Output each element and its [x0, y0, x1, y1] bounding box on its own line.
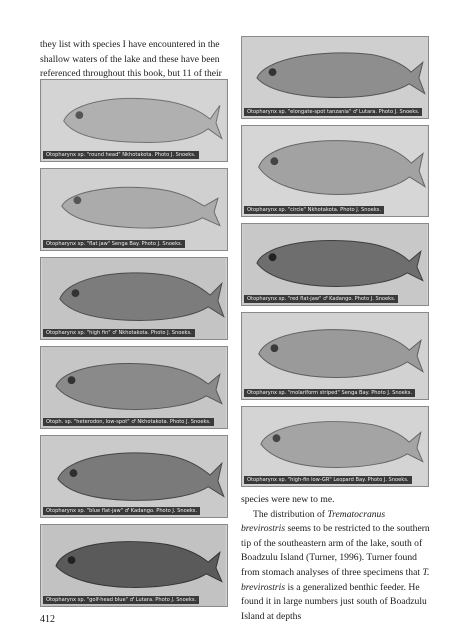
text-span: seems to be restricted to the southern tip of the southeastern arm of the lake, south of Boadzulu Island (Turner, 1996). Turner found from stomach analyses of three specimens that: [241, 523, 430, 578]
caption: Otopharynx sp. "molariform striped" Senga Bay. Photo J. Snoeks.: [244, 389, 415, 397]
fish-image: [41, 525, 227, 606]
text-span: The distribution of: [253, 508, 328, 520]
species-name: T. brevirostris: [241, 566, 430, 593]
fish-image: [41, 169, 227, 250]
fish-image: [242, 37, 428, 118]
top-text: they list with species I have encountered in the shallow waters of the lake and these have been referenced throughout this book, but 11 of their: [40, 39, 222, 80]
caption: Otopharynx sp. "round head" Nkhotakota. Photo J. Snoeks.: [43, 151, 199, 159]
fish-image: [242, 224, 428, 305]
photo-golf-head: [40, 524, 228, 607]
caption: Otopharynx sp. "golf-head blue" ♂ Lutara. Photo J. Snoeks.: [43, 596, 199, 604]
fish-image: [41, 258, 227, 339]
fish-image: [41, 347, 227, 428]
caption: Otopharynx sp. "blue flat-jaw" ♂ Kadango. Photo J. Snoeks.: [43, 507, 200, 515]
fish-image: [242, 126, 428, 216]
fish-image: [242, 313, 428, 399]
photo-flat-jaw: [40, 168, 228, 251]
caption: Otopharynx sp. "high-fin low-GR" Leopard Bay. Photo J. Snoeks.: [244, 476, 412, 484]
body-line-1: species were new to me.: [241, 494, 335, 505]
photo-high-fin: [40, 257, 228, 340]
body-paragraph-2: [241, 508, 431, 625]
photo-round-head: [40, 79, 228, 162]
photo-molariform: [241, 312, 429, 400]
photo-heterodon: [40, 346, 228, 429]
page-number: 412: [40, 614, 55, 625]
caption: Otopharynx sp. "circle" Nkhotakota. Photo J. Snoeks.: [244, 206, 384, 214]
species-name: Trematocranus brevirostris: [241, 508, 386, 535]
photo-circle: [241, 125, 429, 217]
caption: Otopharynx sp. "high fin" ♂ Nkhotakota. Photo J. Snoeks.: [43, 329, 195, 337]
caption: Otopharynx sp. "red flat-jaw" ♂ Kadango. Photo J. Snoeks.: [244, 295, 398, 303]
fish-image: [41, 436, 227, 517]
photo-high-fin-low-gr: [241, 406, 429, 487]
fish-image: [41, 80, 227, 161]
caption: Otopharynx sp. "elongate-spot tanzania" ♂ Lutara. Photo J. Snoeks.: [244, 108, 422, 116]
photo-blue-flat-jaw: [40, 435, 228, 518]
fish-image: [242, 407, 428, 486]
photo-red-flat-jaw: [241, 223, 429, 306]
caption: Otopharynx sp. "flat jaw" Senga Bay. Photo J. Snoeks.: [43, 240, 185, 248]
photo-elongate-spot: [241, 36, 429, 119]
text-span: is a generalized benthic feeder. He found it in large numbers just south of Boadzulu Island at depths: [241, 581, 427, 622]
body-text: [241, 493, 431, 624]
caption: Otoph. sp. "heterodon, low-spot" ♂ Nkhotakota. Photo J. Snoeks.: [43, 418, 214, 426]
